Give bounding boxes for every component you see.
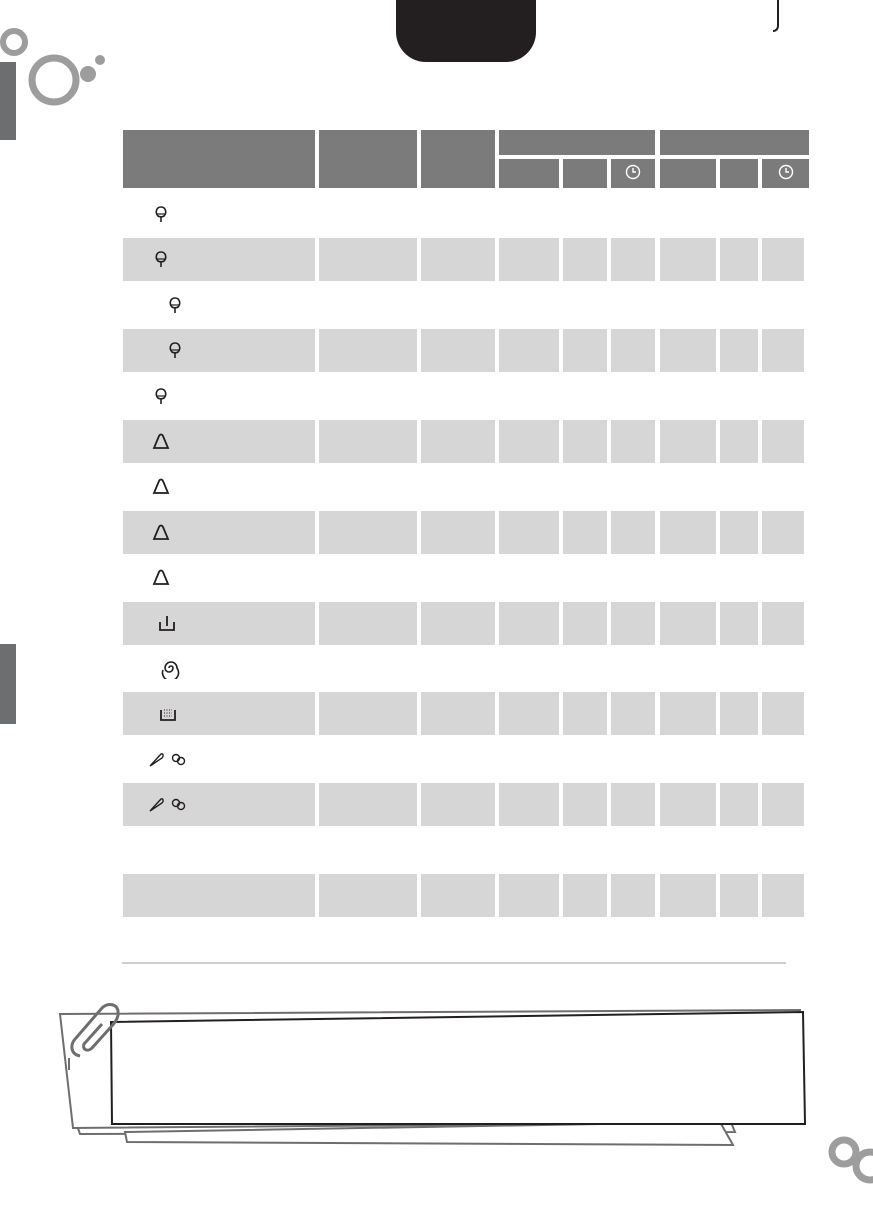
rinse-icon (156, 612, 178, 634)
clock-icon (625, 164, 641, 180)
feather-icon (146, 748, 168, 770)
table-cell (720, 238, 758, 281)
table-cell (123, 329, 315, 372)
table-cell (319, 238, 417, 281)
synthetic-icon (150, 521, 172, 543)
table-cell (499, 238, 559, 281)
synthetic-icon (150, 430, 172, 452)
table-cell (720, 511, 758, 554)
header-subcell (611, 159, 655, 188)
header-subcell (660, 159, 716, 188)
synthetic-icon (150, 566, 172, 588)
header-subcell (720, 159, 758, 188)
header-subcell (499, 159, 559, 188)
table-cell (563, 420, 607, 463)
table-cell (319, 329, 417, 372)
table-cell (421, 692, 495, 735)
table-cell (563, 692, 607, 735)
table-cell (660, 602, 716, 645)
table-cell (611, 602, 655, 645)
table-cell (563, 511, 607, 554)
table-cell (720, 602, 758, 645)
table-cell (499, 783, 559, 826)
cotton-icon (164, 294, 186, 316)
table-cell (611, 238, 655, 281)
header-group (499, 130, 655, 155)
table-cell (421, 602, 495, 645)
table-cell (762, 238, 804, 281)
table-cell (660, 783, 716, 826)
table-cell (499, 420, 559, 463)
table-cell (421, 511, 495, 554)
table-cell (319, 420, 417, 463)
table-cell (611, 874, 655, 917)
table-cell (660, 692, 716, 735)
clock-icon (778, 164, 794, 180)
table-cell (319, 692, 417, 735)
table-cell (720, 783, 758, 826)
cotton-icon (150, 248, 172, 270)
table-cell (499, 602, 559, 645)
table-cell (660, 511, 716, 554)
table-cell (660, 329, 716, 372)
brand-logo-bottom (826, 1130, 873, 1190)
table-cell (499, 511, 559, 554)
table-cell (563, 238, 607, 281)
table-cell (611, 420, 655, 463)
table-cell (762, 602, 804, 645)
table-cell (720, 692, 758, 735)
spin-icon (160, 657, 182, 679)
table-cell (660, 420, 716, 463)
feather-icon (146, 793, 168, 815)
wool-balls-icon (168, 793, 190, 815)
table-cell (319, 874, 417, 917)
table-cell (720, 329, 758, 372)
table-cell (123, 692, 315, 735)
wool-balls-icon (168, 748, 190, 770)
cotton-icon (150, 385, 172, 407)
table-cell (319, 602, 417, 645)
table-cell (319, 783, 417, 826)
table-cell (563, 602, 607, 645)
table-cell (762, 511, 804, 554)
header-cell (319, 130, 417, 188)
synthetic-icon (150, 475, 172, 497)
brand-logo (0, 26, 110, 110)
table-cell (611, 783, 655, 826)
table-cell (499, 692, 559, 735)
table-cell (421, 420, 495, 463)
table-cell (720, 874, 758, 917)
header-cell (123, 130, 315, 188)
table-cell (762, 329, 804, 372)
corner-mark (773, 0, 779, 32)
table-bottom-rule (122, 962, 786, 964)
table-cell (563, 329, 607, 372)
table-cell (499, 329, 559, 372)
table-cell (720, 420, 758, 463)
note-box (55, 1000, 815, 1148)
table-cell (660, 874, 716, 917)
table-cell (421, 874, 495, 917)
header-cell (421, 130, 495, 188)
top-tab (396, 0, 536, 62)
table-cell (421, 238, 495, 281)
table-cell (611, 329, 655, 372)
table-cell (563, 874, 607, 917)
table-cell (660, 238, 716, 281)
table-cell (123, 602, 315, 645)
table-cell (123, 874, 315, 917)
table-cell (762, 692, 804, 735)
side-tab-mid (0, 644, 16, 724)
table-cell (563, 783, 607, 826)
header-subcell (563, 159, 607, 188)
table-cell (762, 783, 804, 826)
table-cell (499, 874, 559, 917)
table-cell (421, 783, 495, 826)
paperclip-icon (62, 998, 128, 1068)
header-group (660, 130, 809, 155)
table-cell (762, 874, 804, 917)
table-cell (611, 692, 655, 735)
cotton-icon (164, 339, 186, 361)
table-cell (421, 329, 495, 372)
table-cell (611, 511, 655, 554)
cotton-icon (150, 203, 172, 225)
table-cell (762, 420, 804, 463)
header-subcell (762, 159, 809, 188)
drain-icon (157, 702, 179, 724)
table-cell (319, 511, 417, 554)
